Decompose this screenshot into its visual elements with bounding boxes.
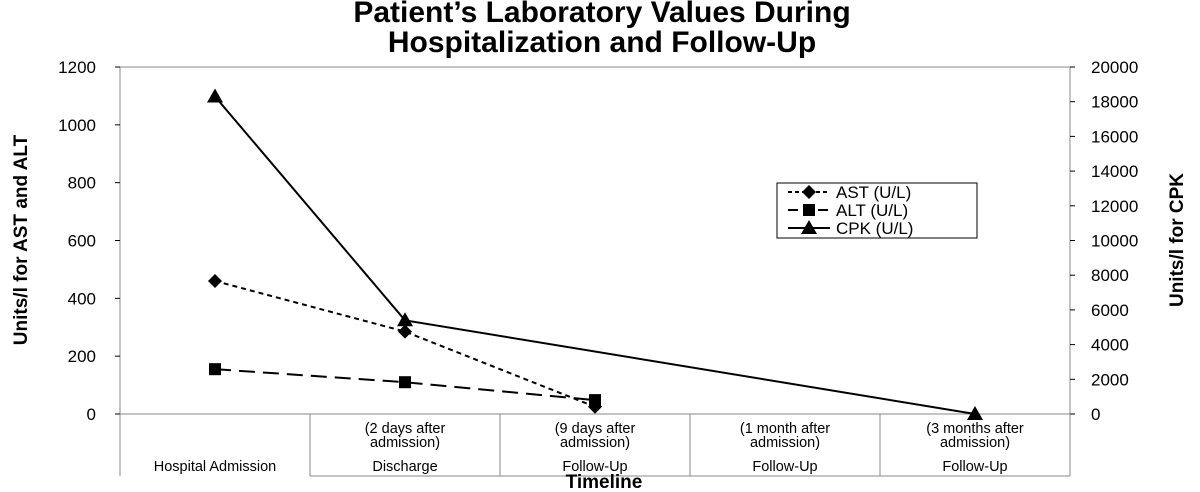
category-label: Follow-Up [942,459,1008,475]
category-label: Follow-Up [752,459,818,475]
alt-data-point [399,376,411,388]
left-tick-label: 200 [67,347,96,367]
left-tick-label: 400 [67,289,96,309]
category-label: Discharge [372,459,438,475]
left-tick-label: 600 [67,231,96,251]
right-tick-label: 18000 [1091,92,1139,112]
category-note-line-2: admission) [749,435,821,451]
ast-data-point [398,325,412,339]
right-tick-label: 12000 [1091,196,1139,216]
legend-label: AST (U/L) [836,183,912,202]
legend-label: CPK (U/L) [836,219,914,238]
category-label: Hospital Admission [153,459,277,475]
category-note-line-2: admission) [939,435,1011,451]
right-tick-label: 4000 [1091,335,1129,355]
left-y-axis [58,58,120,424]
series-layer [207,88,983,420]
category-note-line-2: admission) [559,435,631,451]
right-tick-label: 8000 [1091,266,1129,286]
category-note-line-2: admission) [369,435,441,451]
left-tick-label: 800 [67,173,96,193]
x-axis [120,414,1070,476]
left-tick-label: 1200 [58,58,96,77]
category-label: Follow-Up [562,459,628,475]
right-tick-label: 14000 [1091,162,1139,182]
cpk-series-line [215,96,975,414]
category-note-line-1: (1 month after [739,421,831,437]
category-note-line-1: (2 days after [364,421,446,437]
legend-label: ALT (U/L) [836,201,909,220]
alt-data-point [209,363,221,375]
plot-area [120,67,1070,414]
chart-title-line-2: Hospitalization and Follow-Up [387,26,817,59]
alt-data-point [589,394,601,406]
category-note-line-1: (3 months after [926,421,1024,437]
right-y-axis [1070,58,1138,424]
right-tick-label: 16000 [1091,127,1139,147]
alt-legend-marker [803,204,815,216]
ast-data-point [208,274,222,288]
left-tick-label: 0 [86,405,96,424]
cpk-data-point [207,88,223,102]
right-tick-label: 10000 [1091,231,1139,251]
right-tick-label: 20000 [1091,58,1139,77]
legend [777,183,977,238]
category-note-line-1: (9 days after [554,421,636,437]
chart-title-line-1: Patient’s Laboratory Values During [353,0,851,29]
right-tick-label: 2000 [1091,370,1129,390]
left-y-axis-title: Units/l for AST and ALT [11,134,32,346]
right-tick-label: 6000 [1091,300,1129,320]
left-tick-label: 1000 [58,115,96,135]
x-axis-title: Timeline [565,472,643,492]
right-y-axis-title: Units/l for CPK [1167,172,1188,308]
right-tick-label: 0 [1091,405,1101,424]
